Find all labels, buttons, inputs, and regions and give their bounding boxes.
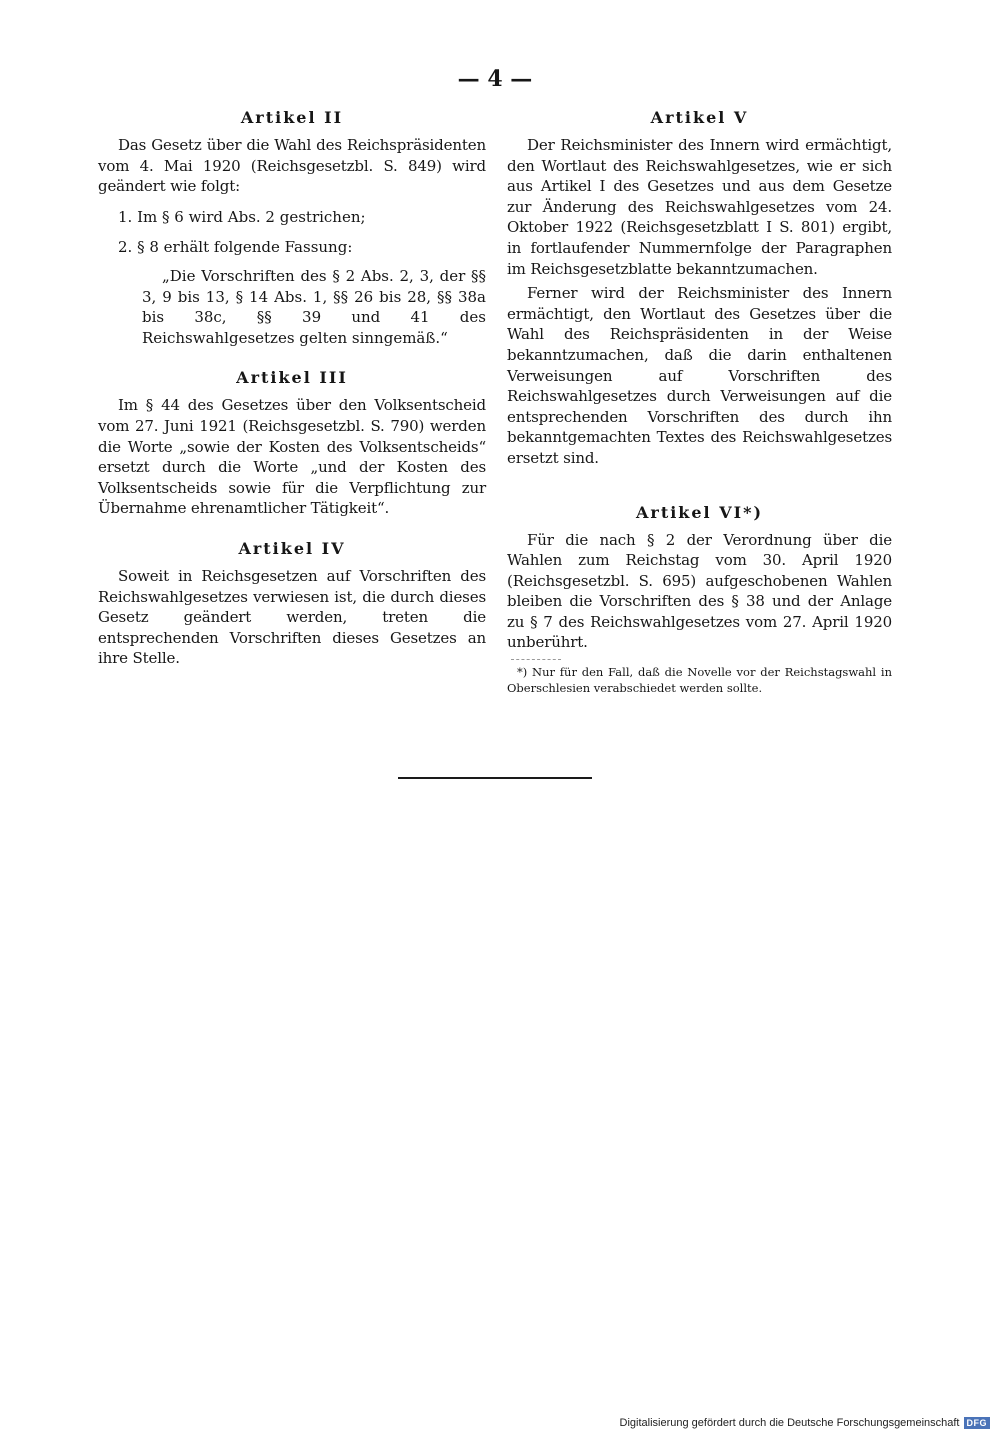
article-2-item-2: 2. § 8 erhält folgende Fassung: xyxy=(118,238,353,257)
article-4-heading: Artikel IV xyxy=(238,538,346,558)
article-5 xyxy=(507,108,892,469)
article-3 xyxy=(98,368,486,519)
dfg-logo: DFG xyxy=(964,1417,991,1429)
article-2-quote: „Die Vorschriften des § 2 Abs. 2, 3, der §§ 3, 9 bis 13, § 14 Abs. 1, §§ 26 bis 28, §§ 38a bis 38c, §§ 39 und 41 des Reichswahlgesetzes gelten sinngemäß.“ xyxy=(142,266,486,347)
footer xyxy=(620,1417,990,1429)
article-2-intro: Das Gesetz über die Wahl des Reichspräsidenten vom 4. Mai 1920 (Reichsgesetzbl. S. 849) wird geändert wie folgt: xyxy=(98,136,486,196)
closing-rule xyxy=(398,777,592,779)
article-6-text: Für die nach § 2 der Verordnung über die Wahlen zum Reichstag vom 30. April 1920 (Reichsgesetzbl. S. 695) aufgeschobenen Wahlen bleiben die Vorschriften des § 38 und der Anlage zu § 7 des Reichswahlgesetzes vom 27. April 1920 unberührt. xyxy=(507,530,892,652)
article-6-heading: Artikel VI*) xyxy=(635,502,764,522)
article-3-heading: Artikel III xyxy=(236,368,348,388)
article-4-text: Soweit in Reichsgesetzen auf Vorschriften des Reichswahlgesetzes verwiesen ist, die durch dieses Gesetz geändert werden, treten die entsprechenden Vorschriften dieses Gesetzes an ihre Stelle. xyxy=(98,566,486,668)
right-column xyxy=(507,108,892,696)
article-2-item-1: 1. Im § 6 wird Abs. 2 gestrichen; xyxy=(118,207,366,226)
footnote-divider xyxy=(511,659,561,660)
article-2 xyxy=(98,108,486,348)
article-5-heading: Artikel V xyxy=(650,108,749,127)
footer-text: Digitalisierung gefördert durch die Deutsche Forschungsgemeinschaft xyxy=(619,1417,960,1429)
article-5-para-2: Ferner wird der Reichsminister des Innern ermächtigt, den Wortlaut des Gesetzes über die Wahl des Reichspräsidenten in der Weise bekanntzumachen, daß die darin enthaltenen Verweisungen auf Vorschriften des Reichswahlgesetzes durch Verweisungen auf die entsprechenden Vorschriften des durch ihn bekanntgemachten Textes des Reichswahlgesetzes ersetzt sind. xyxy=(507,284,892,467)
article-6 xyxy=(507,503,892,697)
article-5-para-1: Der Reichsminister des Innern wird ermächtigt, den Wortlaut des Reichswahlgesetzes, wie er sich aus Artikel I des Gesetzes und aus dem Gesetze zur Änderung des Reichswahlgesetzes vom 24. Oktober 1922 (Reichsgesetzblatt I S. 801) ergibt, in fortlaufender Nummernfolge der Paragraphen im Reichsgesetzblatte bekanntzumachen. xyxy=(507,136,892,278)
page-number: — 4 — xyxy=(457,66,533,92)
article-4 xyxy=(98,539,486,669)
article-2-heading: Artikel II xyxy=(240,108,344,127)
footnote: *) Nur für den Fall, daß die Novelle vor der Reichstagswahl in Oberschlesien verabschiedet werden sollte. xyxy=(507,665,892,696)
left-column xyxy=(98,108,486,669)
article-3-text: Im § 44 des Gesetzes über den Volksentscheid vom 27. Juni 1921 (Reichsgesetzbl. S. 790) werden die Worte „sowie der Kosten des Volksentscheids“ ersetzt durch die Worte „und der Kosten des Volksentscheids sowie für die Verpflichtung zur Übernahme ehrenamtlicher Tätigkeit“. xyxy=(98,396,486,518)
